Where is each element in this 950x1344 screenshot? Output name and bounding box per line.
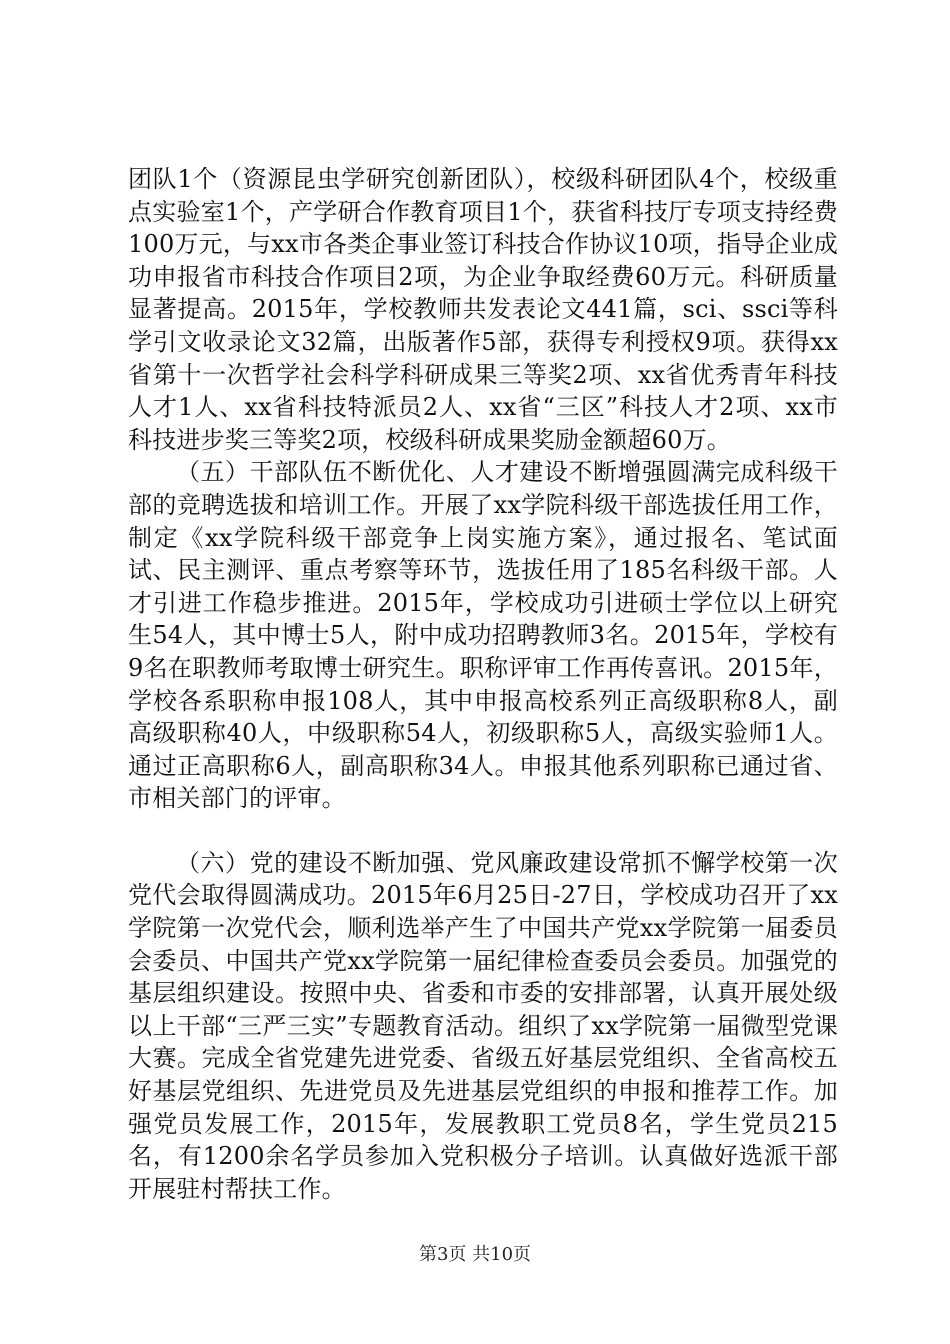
document-body (128, 163, 838, 1205)
paragraph-research-achievements: 团队1个（资源昆虫学研究创新团队），校级科研团队4个，校级重点实验室1个，产学研合作教育项目1个，获省科技厅专项支持经费100万元，与xx市各类企事业签订科技合作协议10项，指导企业成功申报省市科技合作项目2项，为企业争取经费60万元。科研质量显著提高。2015年，学校教师共发表论文441篇，sci、ssci等科学引文收录论文32篇，出版著作5部，获得专利授权9项。获得xx省第十一次哲学社会科学科研成果三等奖2项、xx省优秀青年科技人才1人、xx省科技特派员2人、xx省“三区”科技人才2项、xx市科技进步奖三等奖2项，校级科研成果奖励金额超60万。 (128, 165, 838, 454)
paragraph-party-building: （六）党的建设不断加强、党风廉政建设常抓不懈学校第一次党代会取得圆满成功。2015年6月25日-27日，学校成功召开了xx学院第一次党代会，顺利选举产生了中国共产党xx学院第一届委员会委员、中国共产党xx学院第一届纪律检查委员会委员。加强党的基层组织建设。按照中央、省委和市委的安排部署，认真开展处级以上干部“三严三实”专题教育活动。组织了xx学院第一届微型党课大赛。完成全省党建先进党委、省级五好基层党组织、全省高校五好基层党组织、先进党员及先进基层党组织的申报和推荐工作。加强党员发展工作，2015年，发展教职工党员8名，学生党员215名，有1200余名学员参加入党积极分子培训。认真做好选派干部开展驻村帮扶工作。 (128, 848, 838, 1203)
page-number-footer: 第3页 共10页 (418, 1244, 532, 1265)
paragraph-cadre-talent: （五）干部队伍不断优化、人才建设不断增强圆满完成科级干部的竞聘选拔和培训工作。开展了xx学院科级干部选拔任用工作，制定《xx学院科级干部竞争上岗实施方案》，通过报名、笔试面试、民主测评、重点考察等环节，选拔任用了185名科级干部。人才引进工作稳步推进。2015年，学校成功引进硕士学位以上研究生54人，其中博士5人，附中成功招聘教师3名。2015年，学校有9名在职教师考取博士研究生。职称评审工作再传喜讯。2015年，学校各系职称申报108人，其中申报高校系列正高级职称8人，副高级职称40人，中级职称54人，初级职称5人，高级实验师1人。通过正高职称6人，副高职称34人。申报其他系列职称已通过省、市相关部门的评审。 (128, 458, 838, 813)
